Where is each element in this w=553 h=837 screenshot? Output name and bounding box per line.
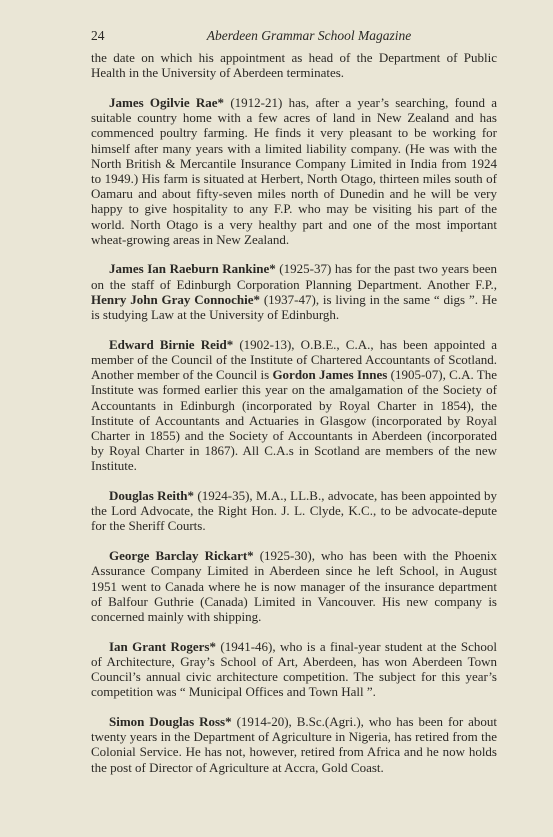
- person-name: Gordon James Innes: [272, 367, 388, 383]
- paragraph-ross: [91, 714, 497, 775]
- paragraph-text: the date on which his appointment as head of the Department of Public Health in the University of Aberdeen terminates.: [91, 50, 497, 81]
- person-name: James Ogilvie Rae*: [109, 94, 225, 110]
- paragraph-text: (1902-13), O.B.E., C.A., has been appointed a member of the Council of the Institute of Chartered Accountants of Scotland. Another member of the Council is: [91, 336, 497, 383]
- paragraph-text: (1924-35), M.A., LL.B., advocate, has been appointed by the Lord Advocate, the Right Hon. J. L. Clyde, K.C., to be advocate-depute for the Sheriff Courts.: [91, 488, 497, 534]
- paragraph-text: (1937-47), is living in the same “ digs ”. He is studying Law at the University of Edinburgh.: [91, 291, 497, 323]
- paragraph-text: (1925-37) has for the past two years been on the staff of Edinburgh Corporation Planning Department. Another F.P.,: [91, 261, 497, 292]
- person-name: Ian Grant Rogers*: [109, 638, 216, 654]
- page-header: [91, 28, 497, 50]
- paragraph-reid: [91, 337, 497, 474]
- paragraph-continuation: [91, 50, 497, 80]
- paragraph-text: (1925-30), who has been with the Phoenix Assurance Company Limited in Aberdeen since he left School, in August 1951 went to Canada where he is now manager of the insurance department of Balfour Guthrie (Canada) Limited in Vancouver. His new company is concerned mainly with shipping.: [91, 548, 497, 624]
- running-title: Aberdeen Grammar School Magazine: [206, 28, 412, 43]
- paragraph-rankine: [91, 261, 497, 322]
- paragraph-rogers: [91, 639, 497, 700]
- paragraph-text: (1914-20), B.Sc.(Agri.), who has been for about twenty years in the Department of Agriculture in Nigeria, has retired from the Colonial Service. He has not, however, retired from Africa and he now holds the post of Director of Agriculture at Accra, Gold Coast.: [91, 714, 497, 775]
- paragraph-text: (1941-46), who is a final-year student at the School of Architecture, Gray’s School of Art, Aberdeen, has won Aberdeen Town Council’s annual civic architecture competition. The subject for this year’s competition was “ Municipal Offices and Town Hall ”.: [91, 638, 498, 700]
- paragraph-reith: [91, 488, 497, 534]
- person-name: George Barclay Rickart*: [109, 548, 254, 564]
- paragraph-rae: [91, 95, 497, 247]
- paragraph-rickart: [91, 548, 497, 624]
- paragraph-text: (1912-21) has, after a year’s searching, found a suitable country home with a few acres of land in New Zealand and has commenced poultry farming. He finds it very pleasant to be working for himself after many years with a limited liability company. (He was with the North British & Mercantile Insurance Company Limited in India from 1924 to 1949.) His farm is situated at Herbert, North Otago, thirteen miles south of Oamaru and about fifty-seven miles north of Dunedin and he will be very happy to give hospitality to any F.P. who may be visiting his part of the world. North Otago is a very healthy part and one of the most important wheat-growing areas in New Zealand.: [91, 94, 497, 247]
- person-name: Edward Birnie Reid*: [109, 336, 234, 352]
- article-body: [91, 50, 497, 775]
- page-number: 24: [91, 28, 105, 43]
- person-name: Simon Douglas Ross*: [109, 714, 232, 730]
- person-name: James Ian Raeburn Rankine*: [109, 261, 276, 277]
- person-name: Henry John Gray Connochie*: [91, 291, 260, 307]
- person-name: Douglas Reith*: [109, 488, 195, 504]
- paragraph-text: (1905-07), C.A. The Institute was formed earlier this year on the amalgamation of the Society of Accountants in Edinburgh (incorporated by Royal Charter in 1854), the Institute of Accountants and Actuaries in Glasgow (incorporated by Royal Charter in 1855) and the Society of Accountants in Aberdeen (incorporated by Royal Charter in 1867). All C.A.s in Scotland are members of the new Institute.: [91, 367, 497, 474]
